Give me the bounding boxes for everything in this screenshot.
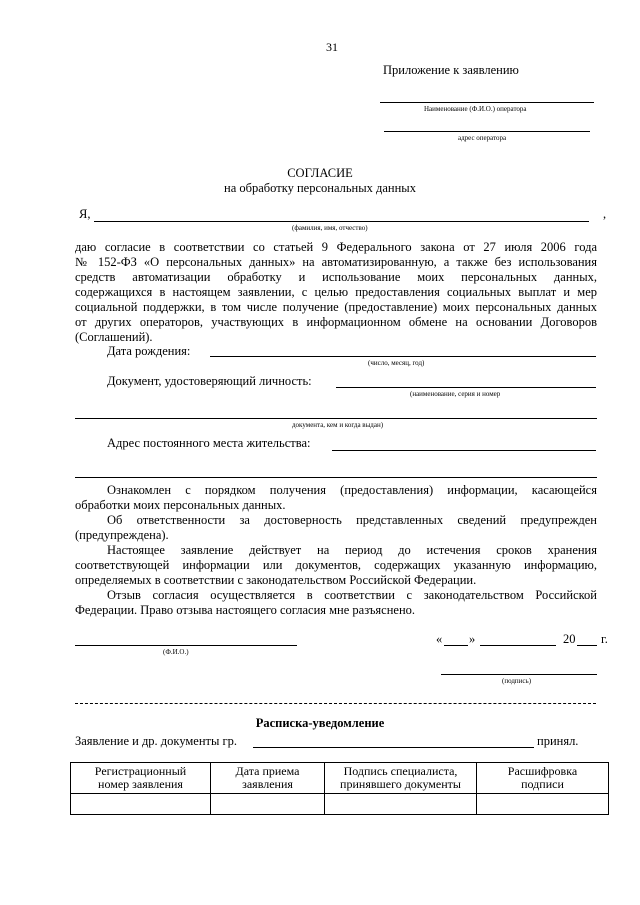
id-document-line[interactable] — [336, 387, 596, 388]
header-text: Подпись специалиста, — [343, 764, 458, 778]
ack-line: (предупреждена). — [75, 528, 169, 542]
consent-line: даю согласие в соответствии со статьей 9 Федерального закона от 27 июля 2006 года — [75, 240, 597, 254]
header-cell-specialist-signature — [325, 763, 477, 794]
intro-ya: Я, — [79, 207, 91, 221]
ack-line: определяемых в соответствии с законодательством Российской Федерации. — [75, 573, 477, 587]
birth-date-caption: (число, месяц, год) — [368, 359, 425, 367]
receipt-table-header — [71, 763, 609, 794]
header-text: принявшего документы — [340, 777, 461, 791]
signature-caption: (подпись) — [502, 677, 532, 685]
ack-line: Ознакомлен с порядком получения (предоставления) информации, касающейся — [107, 483, 597, 497]
signature-fio-line[interactable] — [75, 645, 297, 646]
header-cell-registration — [71, 763, 211, 794]
date-quote-close: » — [469, 632, 476, 646]
signature-fio-caption: (Ф.И.О.) — [163, 648, 189, 656]
header-text: Расшифровка — [507, 764, 578, 778]
acknowledgements-block — [75, 483, 597, 618]
date-month-line[interactable] — [480, 645, 556, 646]
operator-name-line[interactable] — [380, 102, 594, 103]
receipt-name-line[interactable] — [253, 747, 534, 748]
consent-line: содержащихся в настоящем заявлении, с целью предоставления социальных выплат и мер — [75, 285, 597, 299]
operator-address-caption: адрес оператора — [458, 134, 507, 142]
date-year-suffix: г. — [601, 632, 608, 646]
id-document-line-2[interactable] — [75, 418, 597, 419]
header-text: Дата приема — [235, 764, 300, 778]
id-document-caption: (наименование, серия и номер — [410, 390, 501, 398]
appendix-label: Приложение к заявлению — [383, 63, 519, 77]
consent-line: от других операторов, участвующих в информационном обмене на основании Договоров — [75, 315, 597, 329]
ack-line: Федерации. Право отзыва настоящего согласия мне разъяснено. — [75, 603, 416, 617]
consent-line: социальной поддержки, в том числе получение (предоставление) моих персональных данных — [75, 300, 597, 314]
operator-name-caption: Наименование (Ф.И.О.) оператора — [424, 105, 527, 113]
receipt-title: Расписка-уведомление — [255, 716, 385, 730]
address-line[interactable] — [332, 450, 596, 451]
header-cell-signature-decoding — [477, 763, 609, 794]
consent-line: средств автоматизации обработку и использование моих персональных данных, — [75, 270, 597, 284]
page-number: 31 — [326, 40, 338, 54]
date-quote-open: « — [436, 632, 443, 646]
ack-line: Об ответственности за достоверность представленных сведений предупрежден — [107, 513, 597, 527]
header-text: Регистрационный — [94, 764, 187, 778]
consent-line: (Соглашений). — [75, 330, 153, 344]
receipt-table — [70, 762, 609, 815]
id-document-caption-2: документа, кем и когда выдан) — [292, 421, 384, 429]
table-cell[interactable] — [325, 794, 477, 815]
cut-line — [75, 703, 596, 704]
birth-date-line[interactable] — [210, 356, 596, 357]
intro-comma: , — [603, 207, 607, 221]
header-text: номер заявления — [98, 777, 183, 791]
fio-caption: (фамилия, имя, отчество) — [292, 224, 368, 232]
receipt-statement-prefix: Заявление и др. документы гр. — [75, 734, 238, 748]
table-cell[interactable] — [71, 794, 211, 815]
document-subtitle: на обработку персональных данных — [224, 181, 416, 195]
date-year-line[interactable] — [577, 645, 597, 646]
ack-line: обработки моих персональных данных. — [75, 498, 286, 512]
document-title: СОГЛАСИЕ — [287, 166, 353, 180]
consent-line: № 152-ФЗ «О персональных данных» на автоматизированную, а также без использования — [75, 255, 597, 269]
ack-line: Настоящее заявление действует на период до истечения сроков хранения — [107, 543, 597, 557]
id-document-label: Документ, удостоверяющий личность: — [107, 374, 312, 388]
signature-line[interactable] — [441, 674, 597, 675]
header-text: заявления — [242, 777, 293, 791]
date-day-line[interactable] — [444, 645, 468, 646]
ack-line: Отзыв согласия осуществляется в соответствии с законодательством Российской — [107, 588, 597, 602]
table-cell[interactable] — [211, 794, 325, 815]
fio-line[interactable] — [94, 221, 589, 222]
header-cell-date — [211, 763, 325, 794]
ack-line: соответствующей информации или документов, содержащих указанную информацию, — [75, 558, 597, 572]
consent-paragraph — [75, 240, 597, 345]
date-year-prefix: 20 — [563, 632, 576, 646]
birth-date-label: Дата рождения: — [107, 344, 191, 358]
table-cell[interactable] — [477, 794, 609, 815]
header-text: подписи — [521, 777, 564, 791]
table-row — [71, 794, 609, 815]
address-line-2[interactable] — [75, 477, 597, 478]
receipt-statement-suffix: принял. — [537, 734, 579, 748]
address-label: Адрес постоянного места жительства: — [107, 436, 311, 450]
operator-address-line[interactable] — [384, 131, 590, 132]
